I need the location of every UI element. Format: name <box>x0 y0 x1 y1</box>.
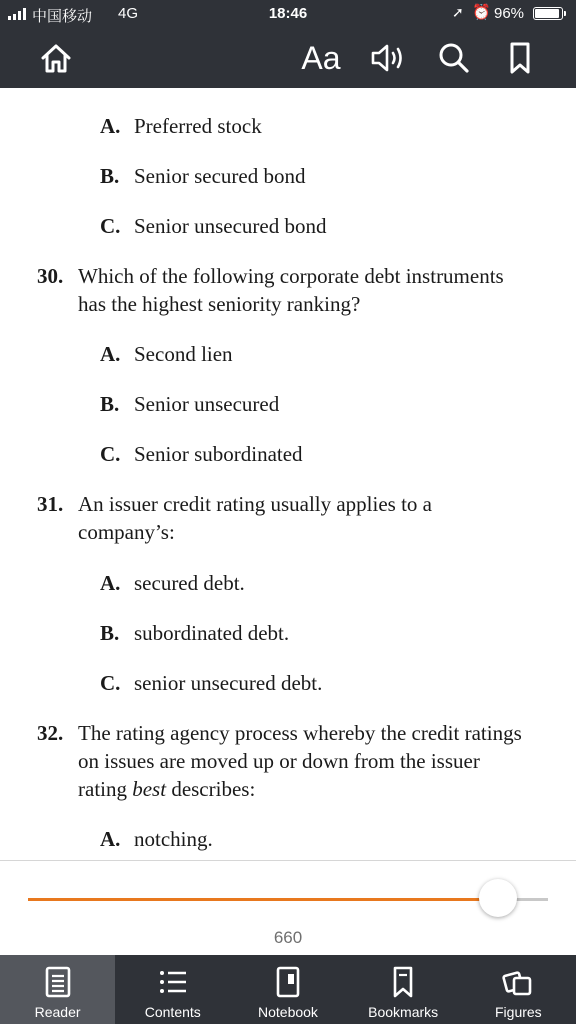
home-icon <box>39 41 73 75</box>
list-icon <box>157 965 189 999</box>
option-text: Senior subordinated <box>134 442 303 466</box>
option-letter: B. <box>100 621 120 645</box>
option-text: secured debt. <box>134 571 245 595</box>
option-letter: A. <box>100 827 121 851</box>
reader-content[interactable] <box>0 88 576 860</box>
tab-contents[interactable] <box>115 955 230 1024</box>
tab-reader[interactable] <box>0 955 115 1024</box>
option-letter: C. <box>100 214 121 238</box>
read-aloud-button[interactable] <box>368 38 408 78</box>
question-line <box>78 775 558 803</box>
tab-bookmarks[interactable] <box>346 955 461 1024</box>
search-button[interactable] <box>434 38 474 78</box>
option-b[interactable] <box>100 621 289 646</box>
option-text: subordinated debt. <box>134 621 290 645</box>
question-line: has the highest seniority ranking? <box>78 292 361 316</box>
question-line: on issues are moved up or down from the issuer <box>78 749 480 773</box>
location-icon: ➚ <box>452 4 464 20</box>
question-31 <box>0 492 576 552</box>
tab-label: Bookmarks <box>368 1004 439 1020</box>
emphasis-text: best <box>132 777 167 801</box>
option-letter: C. <box>100 671 121 695</box>
option-a[interactable] <box>100 342 233 367</box>
home-button[interactable] <box>36 38 76 78</box>
font-settings-button[interactable]: Aa <box>301 39 341 76</box>
network-type: 4G <box>118 5 139 22</box>
question-line: company’s: <box>78 520 175 544</box>
option-c[interactable] <box>100 442 303 467</box>
figures-icon <box>502 965 534 999</box>
option-letter: A. <box>100 571 121 595</box>
bookmark-button[interactable] <box>500 38 540 78</box>
question-30 <box>0 264 576 324</box>
question-number: 32. <box>37 721 64 745</box>
search-icon <box>437 41 471 75</box>
option-letter: B. <box>100 164 120 188</box>
option-c[interactable] <box>100 214 326 239</box>
question-32 <box>0 721 576 811</box>
carrier-name: 中国移动 <box>32 8 93 25</box>
tab-label: Contents <box>144 1004 201 1020</box>
option-c[interactable] <box>100 671 322 696</box>
option-a[interactable] <box>100 114 262 139</box>
page-slider-fill <box>28 898 498 901</box>
question-text: describes: <box>166 777 256 801</box>
page-number: 660 <box>273 928 303 947</box>
top-bar <box>0 0 576 88</box>
status-bar <box>0 0 576 28</box>
battery-icon <box>533 7 563 20</box>
page-slider[interactable] <box>28 898 548 901</box>
option-letter: A. <box>100 114 121 138</box>
tab-notebook[interactable] <box>230 955 345 1024</box>
option-letter: B. <box>100 392 120 416</box>
option-text: Senior unsecured bond <box>134 214 327 238</box>
option-text: Preferred stock <box>134 114 262 138</box>
speaker-icon <box>369 41 407 75</box>
question-text: rating <box>78 777 133 801</box>
option-text: senior unsecured debt. <box>134 671 323 695</box>
page-slider-thumb[interactable] <box>479 879 517 917</box>
tab-figures[interactable] <box>461 955 576 1024</box>
bookmark-icon <box>506 41 534 75</box>
question-line: An issuer credit rating usually applies to a <box>78 492 432 516</box>
alarm-icon: ⏰ <box>472 4 491 21</box>
tab-label: Notebook <box>258 1004 318 1020</box>
reader-icon <box>44 965 72 999</box>
question-number: 31. <box>37 492 64 516</box>
option-a[interactable] <box>100 571 245 596</box>
option-text: Senior unsecured <box>134 392 280 416</box>
option-letter: A. <box>100 342 121 366</box>
question-number: 30. <box>37 264 64 288</box>
divider <box>0 860 576 861</box>
option-text: Second lien <box>134 342 233 366</box>
bottom-tab-bar <box>0 955 576 1024</box>
question-line: Which of the following corporate debt instruments <box>78 264 504 288</box>
question-line: The rating agency process whereby the credit ratings <box>78 721 522 745</box>
option-a[interactable] <box>100 827 213 852</box>
option-letter: C. <box>100 442 121 466</box>
clock: 18:46 <box>268 5 308 22</box>
tab-label: Figures <box>495 1004 542 1020</box>
option-text: Senior secured bond <box>134 164 306 188</box>
bookmark-icon <box>390 965 416 999</box>
battery-percent: 96% <box>494 5 525 22</box>
option-b[interactable] <box>100 392 279 417</box>
option-b[interactable] <box>100 164 305 189</box>
option-text: notching. <box>134 827 213 851</box>
tab-label: Reader <box>34 1004 81 1020</box>
notebook-icon <box>274 965 302 999</box>
